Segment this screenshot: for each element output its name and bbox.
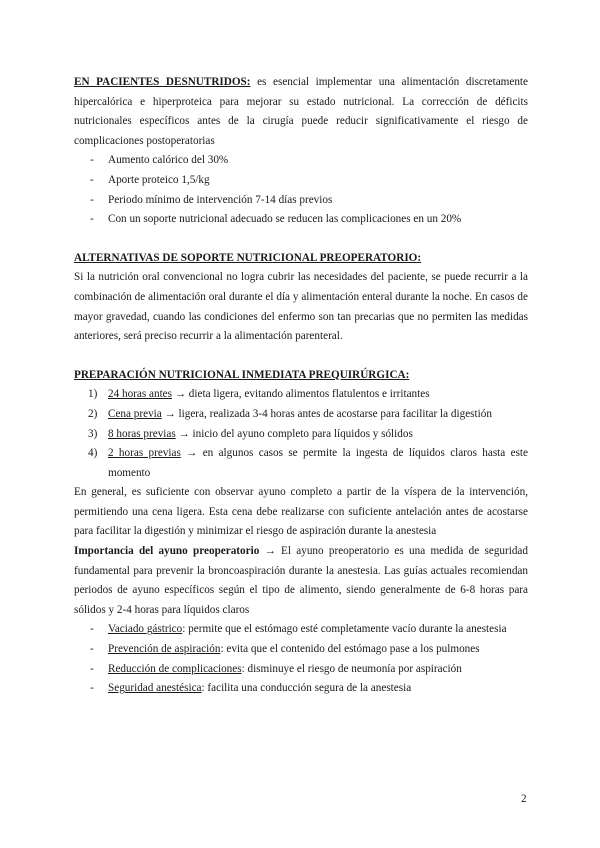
step-term: 2 horas previas — [108, 447, 181, 460]
step-term: 8 horas previas — [108, 427, 176, 440]
list-item: 2) Cena previa → ligera, realizada 3-4 horas antes de acostarse para facilitar la digestión — [88, 405, 528, 425]
importancia-ayuno-paragraph: Importancia del ayuno preoperatorio → El ayuno preoperatorio es una medida de seguridad fundamental para prevenir la broncoaspiración durante la anestesia. Las guías actuales recomiendan periodos de ayuno específicos según el tipo de alimento, siendo generalmente de 6-8 horas para sólidos y 2-4 horas para líquidos claros — [74, 545, 528, 616]
step-number: 4) — [88, 447, 98, 460]
section-heading-preparacion: PREPARACIÓN NUTRICIONAL INMEDIATA PREQUIRÚRGICA: — [74, 368, 410, 381]
page-number: 2 — [521, 793, 527, 805]
section-heading-desnutridos: EN PACIENTES DESNUTRIDOS: — [74, 76, 251, 88]
importancia-ayuno-label: Importancia del ayuno preoperatorio → — [74, 545, 276, 558]
list-item: - Prevención de aspiración: evita que el contenido del estómago pase a los pulmones — [90, 640, 528, 660]
list-item: - Con un soporte nutricional adecuado se reducen las complicaciones en un 20% — [90, 210, 528, 230]
list-item: 1) 24 horas antes → dieta ligera, evitando alimentos flatulentos e irritantes — [88, 385, 528, 405]
step-number: 1) — [88, 388, 98, 401]
list-item: 3) 8 horas previas → inicio del ayuno completo para líquidos y sólidos — [88, 425, 528, 445]
ayuno-benefits-list — [74, 620, 528, 698]
list-item: - Aporte proteico 1,5/kg — [90, 171, 528, 191]
section-desnutridos-intro: EN PACIENTES DESNUTRIDOS: es esencial implementar una alimentación discretamente hipercalórica e hiperproteica para mejorar su estado nutricional. La corrección de déficits nutricionales específicos antes de la cirugía puede reducir significativamente el riesgo de complicaciones postoperatorias — [74, 76, 528, 147]
preparacion-steps-list — [74, 385, 528, 483]
desnutridos-bullet-list — [74, 151, 528, 229]
list-item: - Seguridad anestésica: facilita una conducción segura de la anestesia — [90, 679, 528, 699]
benefit-term: Reducción de complicaciones — [108, 662, 242, 675]
step-number: 3) — [88, 427, 98, 440]
section-alternativas-text: Si la nutrición oral convencional no logra cubrir las necesidades del paciente, se puede recurrir a la combinación de alimentación oral durante el día y alimentación enteral durante la noche. En casos de mayor gravedad, cuando las condiciones del enfermo son tan precarias que no permiten las medidas anteriores, será preciso recurrir a la alimentación parenteral. — [74, 271, 528, 343]
benefit-term: Vaciado gástrico — [108, 623, 183, 636]
document-body — [74, 73, 528, 699]
list-item: - Vaciado gástrico: permite que el estómago esté completamente vacío durante la anestesia — [90, 620, 528, 640]
section-heading-alternativas: ALTERNATIVAS DE SOPORTE NUTRICIONAL PREOPERATORIO: — [74, 251, 422, 264]
list-item: - Aumento calórico del 30% — [90, 151, 528, 171]
benefit-term: Prevención de aspiración — [108, 643, 221, 656]
list-item: 4) 2 horas previas → en algunos casos se permite la ingesta de líquidos claros hasta este momento — [88, 444, 528, 483]
step-number: 2) — [88, 407, 98, 420]
step-term: Cena previa — [108, 407, 162, 420]
list-item: - Reducción de complicaciones: disminuye el riesgo de neumonía por aspiración — [90, 660, 528, 680]
preparacion-general-text: En general, es suficiente con observar ayuno completo a partir de la víspera de la intervención, permitiendo una cena ligera. Esta cena debe realizarse con suficiente antelación antes de acostarse para facilitar la digestión y minimizar el riesgo de aspiración durante la anestesia — [74, 486, 528, 538]
benefit-term: Seguridad anestésica — [108, 682, 202, 695]
list-item: - Periodo mínimo de intervención 7-14 días previos — [90, 191, 528, 211]
step-term: 24 horas antes — [108, 388, 173, 401]
